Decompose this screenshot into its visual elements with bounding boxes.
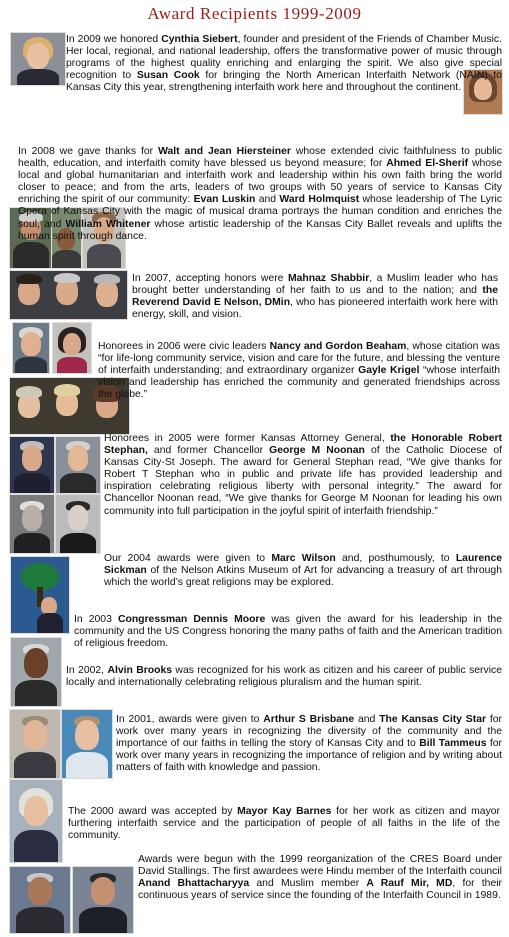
honoree-name: Cynthia Siebert [161, 34, 238, 45]
entry-text: , whose citation was “for life-long community service, vision and care for the future, and blessing the venture of interfaith understanding; and extraordinary organizer [98, 341, 500, 377]
entry-text: and former Chancellor [147, 445, 270, 457]
photo-a-rauf-mir [72, 866, 134, 934]
entry-text: “whose interfaith vision and leadership has enriched the community and generated friendships across the globe.” [98, 365, 501, 401]
entry-2003 [74, 614, 502, 650]
honoree-name: Bill Tammeus [419, 738, 487, 750]
entry-text: The 2000 award was accepted by [68, 806, 238, 817]
entry-2001 [116, 714, 502, 774]
entry-text: Honorees in 2005 were former Kansas Attorney General, [104, 433, 391, 444]
entry-text: Honorees in 2006 were civic leaders [98, 341, 270, 352]
entry-text: whose artistic leadership of the Kansas City Ballet reveals and uplifts the human spirit through dance. [18, 218, 502, 242]
entry-text: for work over many years in recognizing the importance of religion and by writing about matters of faith with knowledge and passion. [116, 738, 502, 774]
honoree-name: Nancy and Gordon Beaham [269, 341, 407, 352]
photo-anand-bhattacharyya [9, 866, 71, 934]
honoree-name: The Kansas City Star [379, 714, 487, 725]
entry-text: for bringing the North American Interfaith Network (NAIN) to Kansas City this year, strengthening interfaith work here and throughout the continent. [66, 70, 502, 94]
entry-text: whose local and global humanitarian and interfaith work and leadership within his own faith bring the world closer to peace; and from the arts, leaders of two groups with 50 years of service to Kansas City enriching the spirit of our community: [18, 158, 502, 206]
entry-text: of the Catholic Diocese of Kansas City-St Joseph. The award for General Stephan read, “We give thanks for Robert T Stephan who in public and private life has provided leadership and inspiration celebrating religious liberty with personal integrity.” The award for Chancellor Noonan read, “We give thanks for George M Noonan for leading his own community into full participation in the joyful spirit of interfaith friendship.” [104, 445, 502, 517]
entry-2000 [68, 806, 500, 842]
entry-text: , who has pioneered interfaith work here with energy, skill, and vision. [132, 297, 498, 321]
entry-2004 [104, 553, 502, 589]
photo-arthur-brisbane [9, 709, 61, 779]
entry-text: and, posthumously, to [335, 553, 456, 564]
entry-text: Our 2004 awards were given to [104, 553, 272, 564]
entry-text: and [354, 714, 380, 725]
honoree-name: Ahmed El-Sherif [386, 158, 469, 170]
photo-dennis-moore [10, 556, 70, 634]
entry-text: In 2001, awards were given to [116, 714, 264, 725]
entry-2007 [132, 273, 498, 321]
photo-george-noonan [55, 436, 101, 494]
entry-text: of the Nelson Atkins Museum of Art for advancing a treasury of art through which the world’s great religions may be explored. [104, 565, 502, 589]
entry-text: In 2002, [66, 665, 108, 676]
honoree-name: George M Noonan [269, 445, 365, 457]
photo-gayle-krigel [52, 322, 92, 374]
entry-text: , for their continuous years of service since the founding of the Interfaith Council in 1989. [138, 878, 503, 902]
entry-2006 [98, 341, 500, 401]
honoree-name: Ward Holmquist [279, 194, 360, 206]
entry-2005 [104, 433, 502, 518]
photo-robert-stephan [9, 436, 55, 494]
honoree-name: William Whitener [65, 218, 151, 230]
photo-cynthia-siebert [10, 32, 66, 86]
page-title: Award Recipients 1999-2009 [147, 4, 362, 23]
entry-text: whose leadership of The Lyric Opera of Kansas City with the magic of musical drama portrays the human condition and enriches the soul, and [18, 194, 502, 230]
honoree-name: Evan Luskin [193, 194, 256, 206]
entry-text: for work over many years in recognizing the diversity of the community and the importance of our faiths in telling the story of Kansas City and to [116, 714, 502, 750]
photo-alvin-brooks [10, 637, 62, 707]
honoree-name: A Rauf Mir, MD [366, 878, 453, 890]
entry-text: In 2003 [74, 614, 118, 625]
entry-text: and Muslim member [249, 878, 367, 890]
honoree-name: Alvin Brooks [107, 665, 173, 676]
entry-text: was given the award for his leadership in the community and the US Congress honoring the many paths of faith and the American tradition of religious freedom. [74, 614, 502, 650]
photo-nancy-gordon-beaham [12, 322, 50, 374]
entry-text: for her work as citizen and mayor furthering interfaith service and the participation of people of all faiths in the life of the community. [68, 806, 501, 842]
honoree-name: Gayle Krigel [358, 365, 420, 377]
entry-2008 [18, 146, 502, 243]
entry-2009 [66, 34, 502, 94]
honoree-name: Walt and Jean Hiersteiner [158, 146, 291, 157]
entry-text: In 2007, accepting honors were [132, 273, 288, 284]
entry-text: and [255, 194, 280, 206]
entry-2002 [66, 665, 502, 689]
honoree-name: Congressman Dennis Moore [117, 614, 266, 625]
honoree-name: Laurence Sickman [104, 553, 503, 577]
honoree-name: the Honorable Robert Stephan, [104, 433, 502, 457]
entry-text: was recognized for his work as citizen and his career of public service locally and internationally celebrating religious pluralism and the human spirit. [66, 665, 502, 689]
honoree-name: Mayor Kay Barnes [237, 806, 332, 817]
entry-1999 [138, 854, 502, 902]
photo-2007-honorees [9, 270, 128, 320]
entry-text: In 2009 we honored [66, 34, 162, 45]
photo-bill-tammeus [61, 709, 113, 779]
honoree-name: the Reverend David E Nelson, DMin [132, 285, 498, 309]
entry-text: , founder and president of the Friends of Chamber Music. Her local, regional, and national leadership, offers the transformative power of music through programs of the highest quality enriching and enlarging the spirit. We also give special recognition to [66, 34, 502, 82]
entry-text: , a Muslim leader who has brought better understanding of her faith to us and to the nation; and [132, 273, 499, 297]
honoree-name: Mahnaz Shabbir [287, 273, 370, 284]
honoree-name: Anand Bhattacharyya [138, 878, 250, 890]
entry-text: Awards were begun with the 1999 reorganization of the CRES Board under David Stallings. The first awardees were Hindu member of the Interfaith council [138, 854, 502, 878]
photo-kay-barnes [9, 779, 63, 863]
honoree-name: Susan Cook [136, 70, 200, 82]
photo-laurence-sickman [55, 494, 101, 554]
entry-text: whose extended civic faithfulness to public health, education, and interfaith comity have blessed us beyond measure; for [18, 146, 503, 170]
honoree-name: Arthur S Brisbane [263, 714, 355, 725]
photo-marc-wilson [9, 494, 55, 554]
entry-text: In 2008 we gave thanks for [18, 146, 159, 157]
honoree-name: Marc Wilson [271, 553, 336, 564]
